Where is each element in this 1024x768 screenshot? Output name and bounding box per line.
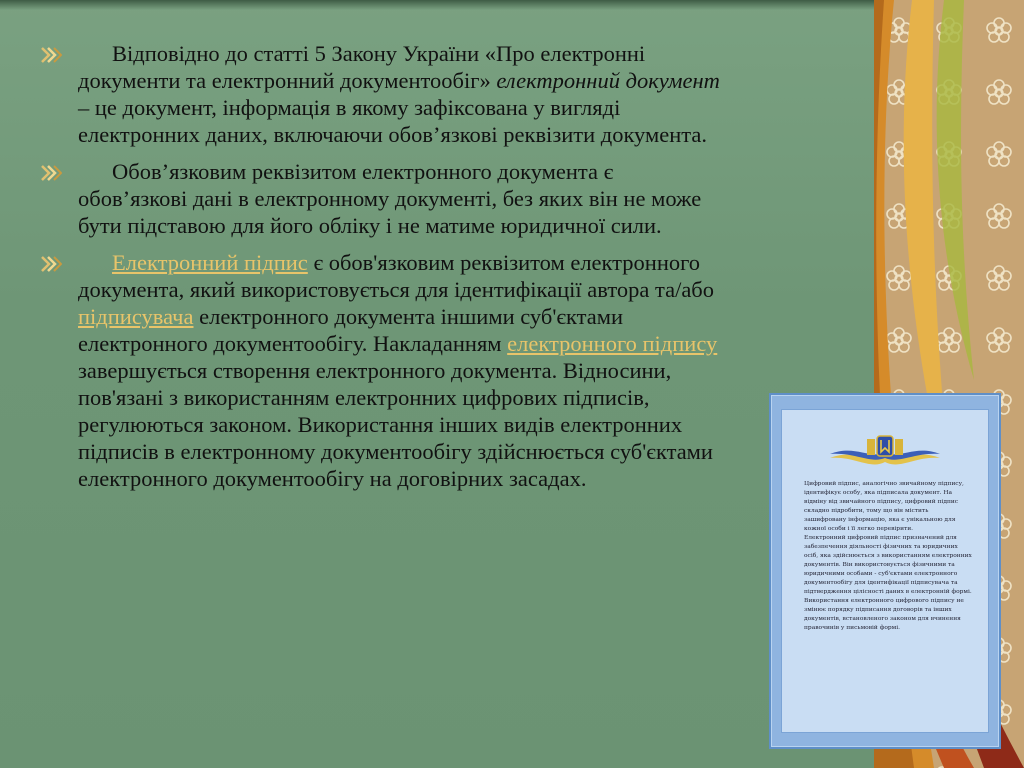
bullet-item-1 <box>40 40 720 148</box>
bullet-3-text-b: електронного документа іншими суб'єктами електронного документообігу. Накладанням <box>78 304 624 356</box>
electronic-signature-link-2[interactable]: електронного підпису <box>507 331 718 356</box>
coat-of-arms-icon <box>825 430 945 470</box>
bullet-item-2 <box>40 158 720 239</box>
certificate-inner-frame <box>781 409 989 733</box>
bullet-3-text-a: є обов'язковим реквізитом електронного документа, який використовується для ідентифікації автора та/або <box>78 250 714 302</box>
signatory-link[interactable]: підписувача <box>78 304 194 329</box>
electronic-signature-link[interactable] <box>78 250 308 275</box>
certificate-paragraph-2: Електронний цифровий підпис призначений для забезпечення діяльності фізичних та юридичних осіб, яка здійснюється з використанням електронних документів. Він використовується фізичними та юридичними особами - суб'єктами електронного документообігу для ідентифікації підписувача та підтвердження цілісності даних в електронній формі. <box>804 535 972 595</box>
bullet-icon <box>40 253 62 273</box>
bullet-icon <box>40 44 62 64</box>
certificate-image <box>769 393 1001 749</box>
top-shadow <box>0 0 900 10</box>
certificate-text <box>804 480 972 633</box>
bullet-item-3 <box>40 249 720 492</box>
bullet-2-text: Обов’язковим реквізитом електронного документа є обов’язкові дані в електронному документі, без яких він не може бути підставою для його обліку і не матиме юридичної сили. <box>78 159 702 238</box>
certificate-paragraph-3: Використання електронного цифрового підпису не змінює порядку підписання договорів та інших документів, встановленого законом для вчинення правочинів у письмовій формі. <box>804 598 964 631</box>
certificate-paragraph-1: Цифровий підпис, аналогічно звичайному підпису, ідентифікує особу, яка підписала документ. На відміну від звичайного підпису, цифровий підпис складно підробити, тому що він містить зашифровану інформацію, яка є унікальною для кожної особи і її легко перевірити. <box>804 481 964 532</box>
bullet-1-text-b: – це документ, інформація в якому зафіксована у вигляді електронних даних, включаючи обов’язкові реквізити документа. <box>78 95 707 147</box>
bullet-3-text-c: завершується створення електронного документа. Відносини, пов'язані з використанням електронних цифрових підписів, регулюються законом. Використання інших видів електронних підписів в електронному документообігу здійснюється суб'єктами електронного документообігу на договірних засадах. <box>78 358 713 491</box>
main-content <box>40 40 720 502</box>
bullet-1-italic-term: електронний документ <box>496 68 720 93</box>
bullet-icon <box>40 162 62 182</box>
electronic-signature-link-text[interactable]: Електронний підпис <box>112 250 308 275</box>
bullet-1-text-a: Відповідно до статті 5 Закону України «Про електронні документи та електронний документообіг» <box>78 41 646 93</box>
